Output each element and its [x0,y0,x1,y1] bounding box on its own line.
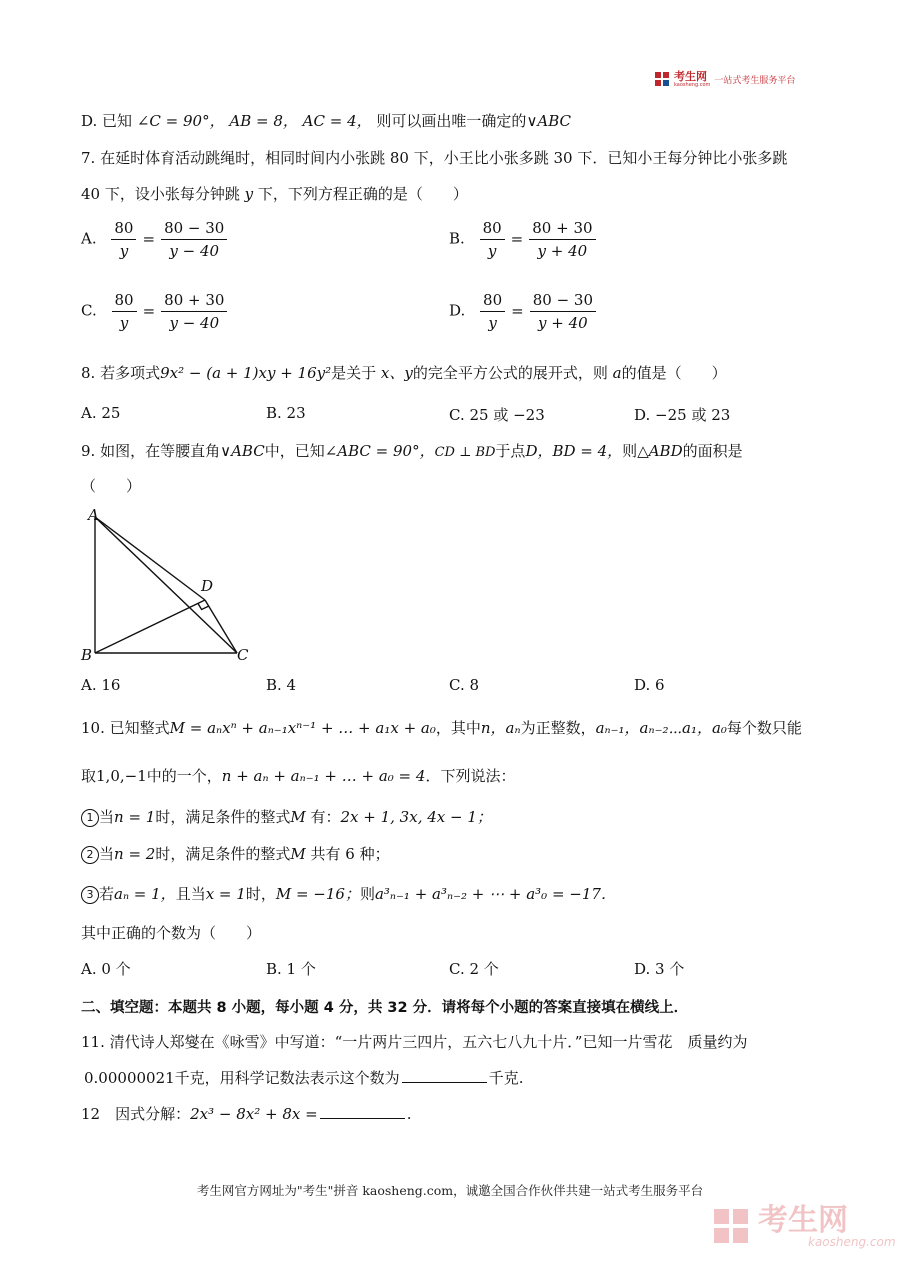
q10-g: ．下列说法： [425,767,516,785]
s2-M: M [290,845,306,863]
q10-d: 每个数只能 [726,719,802,737]
q10-stem-line1 [81,717,802,738]
q10-option-d[interactable]: D. 3 个 [634,960,685,978]
s3-M: M = −16； [275,885,360,903]
q10-statement-3 [81,883,616,904]
q10-polynomial: M = aₙxⁿ + aₙ₋₁xⁿ⁻¹ + … + a₁x + a₀ [169,719,436,737]
q10-sum: n + aₙ + aₙ₋₁ + … + a₀ = 4 [221,767,426,785]
q10-a: 10. 已知整式 [81,719,170,737]
option-label: B. [449,229,465,248]
q9-c: 于点 [495,442,526,460]
q11-number: 0.00000021 [84,1069,175,1087]
q12-expr: 2x³ − 8x² + 8x = [190,1105,318,1123]
q7-stem-line2 [81,183,468,204]
s2-n: n = 2 [114,845,156,863]
q9-triangle: ∨ABC [220,442,265,460]
q8-prefix: 8. 若多项式 [81,364,161,382]
frac-den: y + 40 [538,314,588,332]
q9-stem-line1 [81,440,743,461]
q10-coefs: aₙ₋₁，aₙ₋₂⋯a₁，a₀ [595,719,727,737]
q12-answer-blank[interactable] [320,1104,405,1119]
q9-point-d: D， [525,442,553,460]
q7-option-a[interactable]: A. $\frac{80}{y}$ = $\frac{80 - 30}{y - 40}$ [81,218,229,261]
q11-answer-blank[interactable] [402,1068,487,1083]
q10-stem-line2 [81,765,515,786]
frac-den: y [488,314,497,332]
q6d-angle: ∠C = 90°， [136,112,225,130]
q9-abd: △ABD [637,442,683,460]
q11-line1: 11. 清代诗人郑燮在《咏雪》中写道：“一片两片三四片，五六七八九十片．”已知一片雪花 质量约为 [81,1033,748,1051]
q8-option-b[interactable]: B. 23 [266,404,306,422]
q9-e: 的面积是 [682,442,743,460]
frac-den: y [487,242,497,260]
q8-option-d[interactable]: D. −25 或 23 [634,406,731,424]
s1-b: 时，满足条件的整式 [155,808,291,826]
header-logo [654,71,795,88]
frac-num: 80 [480,218,505,240]
q7-option-b[interactable]: B. $\frac{80}{y}$ = $\frac{80 + 30}{y + 40}$ [449,218,598,261]
s1-n: n = 1 [114,808,156,826]
s1-a: 当 [99,808,115,826]
q9-angle: ∠ABC = 90°， [324,442,435,460]
frac-den: y [119,242,129,260]
s1-c: 有： [310,808,341,826]
q12 [81,1103,411,1124]
label-d: D [201,577,214,595]
frac-num: 80 [111,218,136,240]
q9-stem-line2: （ ） [81,477,142,495]
edge-ac [95,517,237,653]
frac-num: 80 [112,290,137,312]
q6-option-d [81,110,571,131]
s3-eq: a³ₙ₋₁ + a³ₙ₋₂ + ⋯ + a³₀ = −17． [374,885,616,903]
option-label: D. [81,112,98,130]
q10-vals: 1,0,−1 [96,767,147,785]
logo-domain: kaosheng.com [674,82,711,88]
q7-stem-line1: 7. 在延时体育活动跳绳时，相同时间内小张跳 80 下，小王比小张多跳 30 下．已知小王每分钟比小张多跳 [81,149,788,167]
frac-den: y − 40 [169,242,220,260]
q10-option-a[interactable]: A. 0 个 [81,960,131,978]
q10-c: 为正整数， [520,719,596,737]
q9-b: 中，已知 [264,442,325,460]
q9-d: 则 [622,442,638,460]
logo-name: 考生网 [674,70,707,83]
q9-option-b[interactable]: B. 4 [266,676,297,694]
q11-unit: 千克. [488,1069,524,1087]
option-label: D. [449,301,466,320]
q6d-ab: AB = 8， [229,112,298,130]
q12-prefix: 12 因式分解： [81,1105,191,1123]
q8-option-a[interactable]: A. 25 [81,404,121,422]
q10-option-b[interactable]: B. 1 个 [266,960,316,978]
q8-suffix: 的完全平方公式的展开式，则 [412,364,608,382]
frac-den: y − 40 [169,314,220,332]
q9-perp: CD ⊥ BD [434,445,496,460]
s2-a: 当 [99,845,115,863]
frac-num: 80 + 30 [161,290,227,312]
s3-b: 且当 [175,885,206,903]
q10-e: 取 [81,767,97,785]
frac-num: 80 + 30 [529,218,595,240]
label-b: B [81,646,93,664]
q7-var-y: y [244,185,254,203]
circled-number: 2 [81,846,99,864]
q6d-triangle: ∨ABC [526,112,572,130]
label-a: A [88,506,99,524]
q10-option-c[interactable]: C. 2 个 [449,960,499,978]
q9-option-c[interactable]: C. 8 [449,676,480,694]
frac-num: 80 − 30 [530,290,596,312]
option-label: A. [81,229,97,248]
header-slogan: 一站式考生服务平台 [714,76,796,86]
watermark-domain: kaosheng.com [808,1235,896,1249]
q10-cond: n，aₙ [480,719,521,737]
q8-mid: 是关于 [331,364,377,382]
q9-option-a[interactable]: A. 16 [81,676,121,694]
q9-bd: BD = 4， [552,442,623,460]
label-c: C [237,646,249,664]
q9-option-d[interactable]: D. 6 [634,676,665,694]
q9-a: 9. 如图，在等腰直角 [81,442,221,460]
q6d-suffix: 则可以画出唯一确定的 [376,112,527,130]
s3-an: aₙ = 1， [114,885,176,903]
q8-vars: x、y [380,364,413,382]
q7-option-c[interactable]: C. $\frac{80}{y}$ = $\frac{80 + 30}{y - 40}$ [81,290,229,333]
q10-ask: 其中正确的个数为（ ） [81,924,262,942]
q8-option-c[interactable]: C. 25 或 −23 [449,406,545,424]
q7-stem-b: 下，下列方程正确的是（ ） [257,185,468,203]
option-label: C. [81,301,97,320]
q7-stem-a: 40 下，设小张每分钟跳 [81,185,240,203]
frac-num: 80 − 30 [161,218,227,240]
s3-d: 则 [359,885,375,903]
section-2-title: 二、填空题：本题共 8 小题，每小题 4 分，共 32 分．请将每个小题的答案直接填在横线上． [81,1000,689,1016]
q6d-ac: AC = 4， [302,112,372,130]
q11-line2 [84,1067,523,1088]
q8-tail: 的值是（ ） [621,364,727,382]
s3-x: x = 1 [205,885,246,903]
q8-stem [81,362,727,383]
watermark-logo-icon [712,1207,752,1247]
logo-icon [654,71,671,88]
s1-list: 2x + 1, 3x, 4x − 1； [340,808,492,826]
q6d-prefix: 已知 [102,112,133,130]
q12-end: . [406,1105,412,1123]
q11-text: 千克，用科学记数法表示这个数为 [174,1069,400,1087]
q8-polynomial: 9x² − (a + 1)xy + 16y² [160,364,332,382]
s1-M: M [290,808,306,826]
frac-den: y [119,314,129,332]
q10-b: ，其中 [435,719,481,737]
s2-b: 时，满足条件的整式 [155,845,291,863]
circled-number: 3 [81,886,99,904]
circled-number: 1 [81,809,99,827]
q7-option-d[interactable]: D. $\frac{80}{y}$ = $\frac{80 - 30}{y + 40}$ [449,290,598,333]
q10-statement-2 [81,843,390,864]
q10-f: 中的一个， [146,767,222,785]
s2-c: 共有 6 种； [310,845,390,863]
s3-a: 若 [99,885,115,903]
s3-c: 时， [245,885,276,903]
q9-figure [80,505,270,665]
watermark-name: 考生网 [758,1203,848,1238]
q8-var-a: a [612,364,622,382]
edge-bd [95,600,205,653]
frac-den: y + 40 [537,242,588,260]
frac-num: 80 [480,290,505,312]
edge-ad [95,517,205,600]
footer-text: 考生网官方网址为"考生"拼音 kaosheng.com，诚邀全国合作伙伴共建一站式考生服务平台 [196,1183,704,1198]
watermark [712,1203,896,1249]
q10-statement-1 [81,806,492,827]
